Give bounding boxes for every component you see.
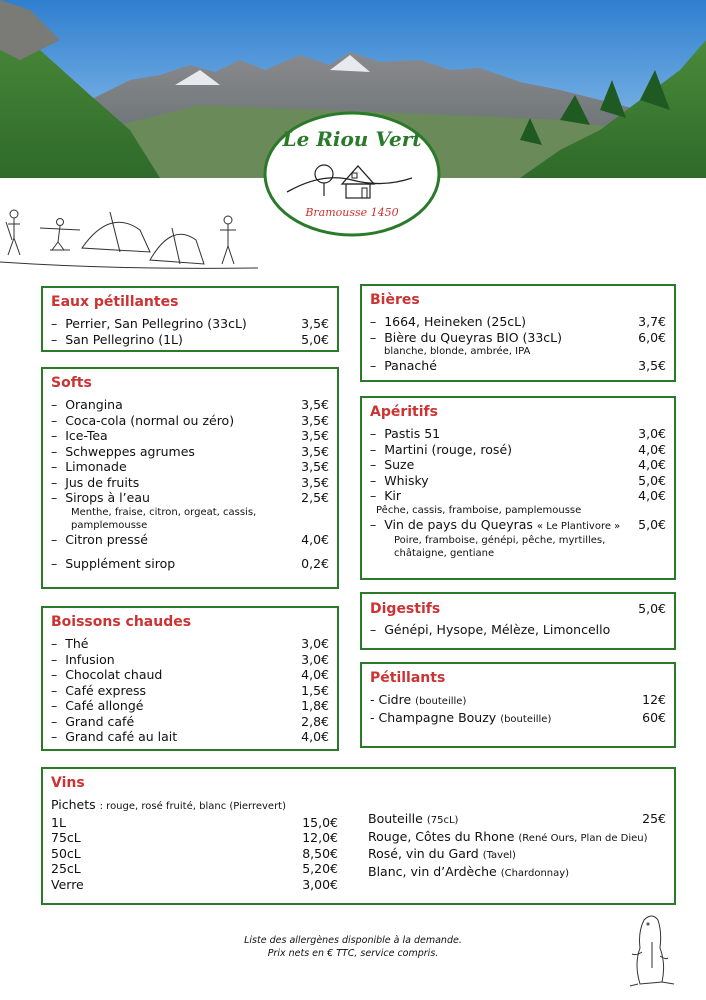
menu-item: – Grand café 2,8€ xyxy=(51,713,329,729)
menu-item: – Sirops à l’eau 2,5€ xyxy=(51,490,329,505)
menu-item: - Cidre (bouteille) 12€ xyxy=(370,692,666,707)
menu-item: 50cL 8,50€ xyxy=(51,845,338,861)
menu-item: Blanc, vin d’Ardèche (Chardonnay) xyxy=(368,863,570,879)
hikers-tents-sketch xyxy=(0,200,260,280)
section-title: Softs xyxy=(51,375,92,391)
menu-item: – Whisky 5,0€ xyxy=(370,472,666,488)
footer-allergens: Liste des allergènes disponible à la demande. xyxy=(244,935,462,946)
menu-item: – Café allongé 1,8€ xyxy=(51,698,329,713)
section-eaux-petillantes xyxy=(41,286,339,352)
section-vins xyxy=(41,767,676,905)
menu-item: – Ice-Tea 3,5€ xyxy=(51,428,329,443)
menu-item: – Grand café au lait 4,0€ xyxy=(51,729,329,744)
menu-item: – Limonade 3,5€ xyxy=(51,459,329,474)
menu-item: – San Pellegrino (1L) 5,0€ xyxy=(51,331,329,347)
menu-item: - Champagne Bouzy (bouteille) 60€ xyxy=(370,709,666,725)
section-softs xyxy=(41,367,339,589)
menu-item: – Schweppes agrumes 3,5€ xyxy=(51,443,329,459)
footer-note xyxy=(0,934,706,960)
section-aperitifs xyxy=(360,396,676,580)
menu-item: – Suze 4,0€ xyxy=(370,457,666,472)
menu-item: – Vin de pays du Queyras « Le Plantivore » 5,0€ xyxy=(370,516,666,532)
section-digestifs xyxy=(360,592,676,650)
logo-badge xyxy=(262,110,442,238)
menu-item: – Infusion 3,0€ xyxy=(51,651,329,667)
item-note: pamplemousse xyxy=(71,519,148,531)
item-note: blanche, blonde, ambrée, IPA xyxy=(384,346,531,357)
menu-item: 1L 15,0€ xyxy=(51,814,338,830)
menu-item: – Citron pressé 4,0€ xyxy=(51,531,329,547)
section-boissons-chaudes xyxy=(41,606,339,751)
item-note: Menthe, fraise, citron, orgeat, cassis, xyxy=(71,506,257,518)
section-title: Eaux pétillantes xyxy=(51,294,179,310)
bouteille-header: Bouteille (75cL) 25€ xyxy=(368,811,666,826)
marmot-sketch xyxy=(622,912,682,992)
section-price: 5,0€ xyxy=(638,601,666,616)
footer-prices: Prix nets en € TTC, service compris. xyxy=(267,948,439,959)
vins-pichets xyxy=(51,797,338,892)
menu-item: – Bière du Queyras BIO (33cL) 6,0€ xyxy=(370,329,666,345)
vins-bouteilles xyxy=(338,797,666,892)
section-title: Bières xyxy=(370,292,420,308)
logo-subtitle: Bramousse 1450 xyxy=(305,206,399,219)
menu-item: – Orangina 3,5€ xyxy=(51,397,329,412)
item-note: Pêche, cassis, framboise, pamplemousse xyxy=(376,504,582,516)
menu-item: – Panaché 3,5€ xyxy=(370,358,666,373)
menu-item: 25cL 5,20€ xyxy=(51,861,338,876)
menu-item: 75cL 12,0€ xyxy=(51,830,338,845)
item-note: Poire, framboise, génépi, pêche, myrtilles, xyxy=(394,535,606,546)
item-note: châtaigne, gentiane xyxy=(394,548,495,559)
section-title: Pétillants xyxy=(370,670,446,686)
menu-item: Verre 3,00€ xyxy=(51,876,338,892)
pichets-header: Pichets : rouge, rosé fruité, blanc (Pierrevert) xyxy=(51,797,287,812)
menu-item: Rouge, Côtes du Rhone (René Ours, Plan de Dieu) xyxy=(368,828,648,844)
section-bieres xyxy=(360,284,676,382)
section-title: Vins xyxy=(51,775,85,791)
logo-name: Le Riou Vert xyxy=(282,127,422,151)
menu-item: – Pastis 51 3,0€ xyxy=(370,426,666,441)
section-title: Boissons chaudes xyxy=(51,614,192,630)
menu-item: – Chocolat chaud 4,0€ xyxy=(51,667,329,682)
menu-item: – 1664, Heineken (25cL) 3,7€ xyxy=(370,314,666,329)
section-petillants xyxy=(360,662,676,748)
menu-item: – Perrier, San Pellegrino (33cL) 3,5€ xyxy=(51,316,329,331)
section-header xyxy=(370,600,666,618)
menu-item: – Jus de fruits 3,5€ xyxy=(51,474,329,490)
section-title: Digestifs xyxy=(370,601,441,617)
menu-item: – Coca-cola (normal ou zéro) 3,5€ xyxy=(51,412,329,428)
menu-item: – Café express 1,5€ xyxy=(51,682,329,698)
menu-item: – Supplément sirop 0,2€ xyxy=(51,556,329,571)
section-title: Apéritifs xyxy=(370,404,438,420)
menu-item: – Kir 4,0€ xyxy=(370,488,666,503)
menu-item: Rosé, vin du Gard (Tavel) xyxy=(368,846,516,861)
menu-item: – Génépi, Hysope, Mélèze, Limoncello xyxy=(370,622,611,637)
menu-item: – Martini (rouge, rosé) 4,0€ xyxy=(370,441,666,457)
menu-item: – Thé 3,0€ xyxy=(51,636,329,651)
